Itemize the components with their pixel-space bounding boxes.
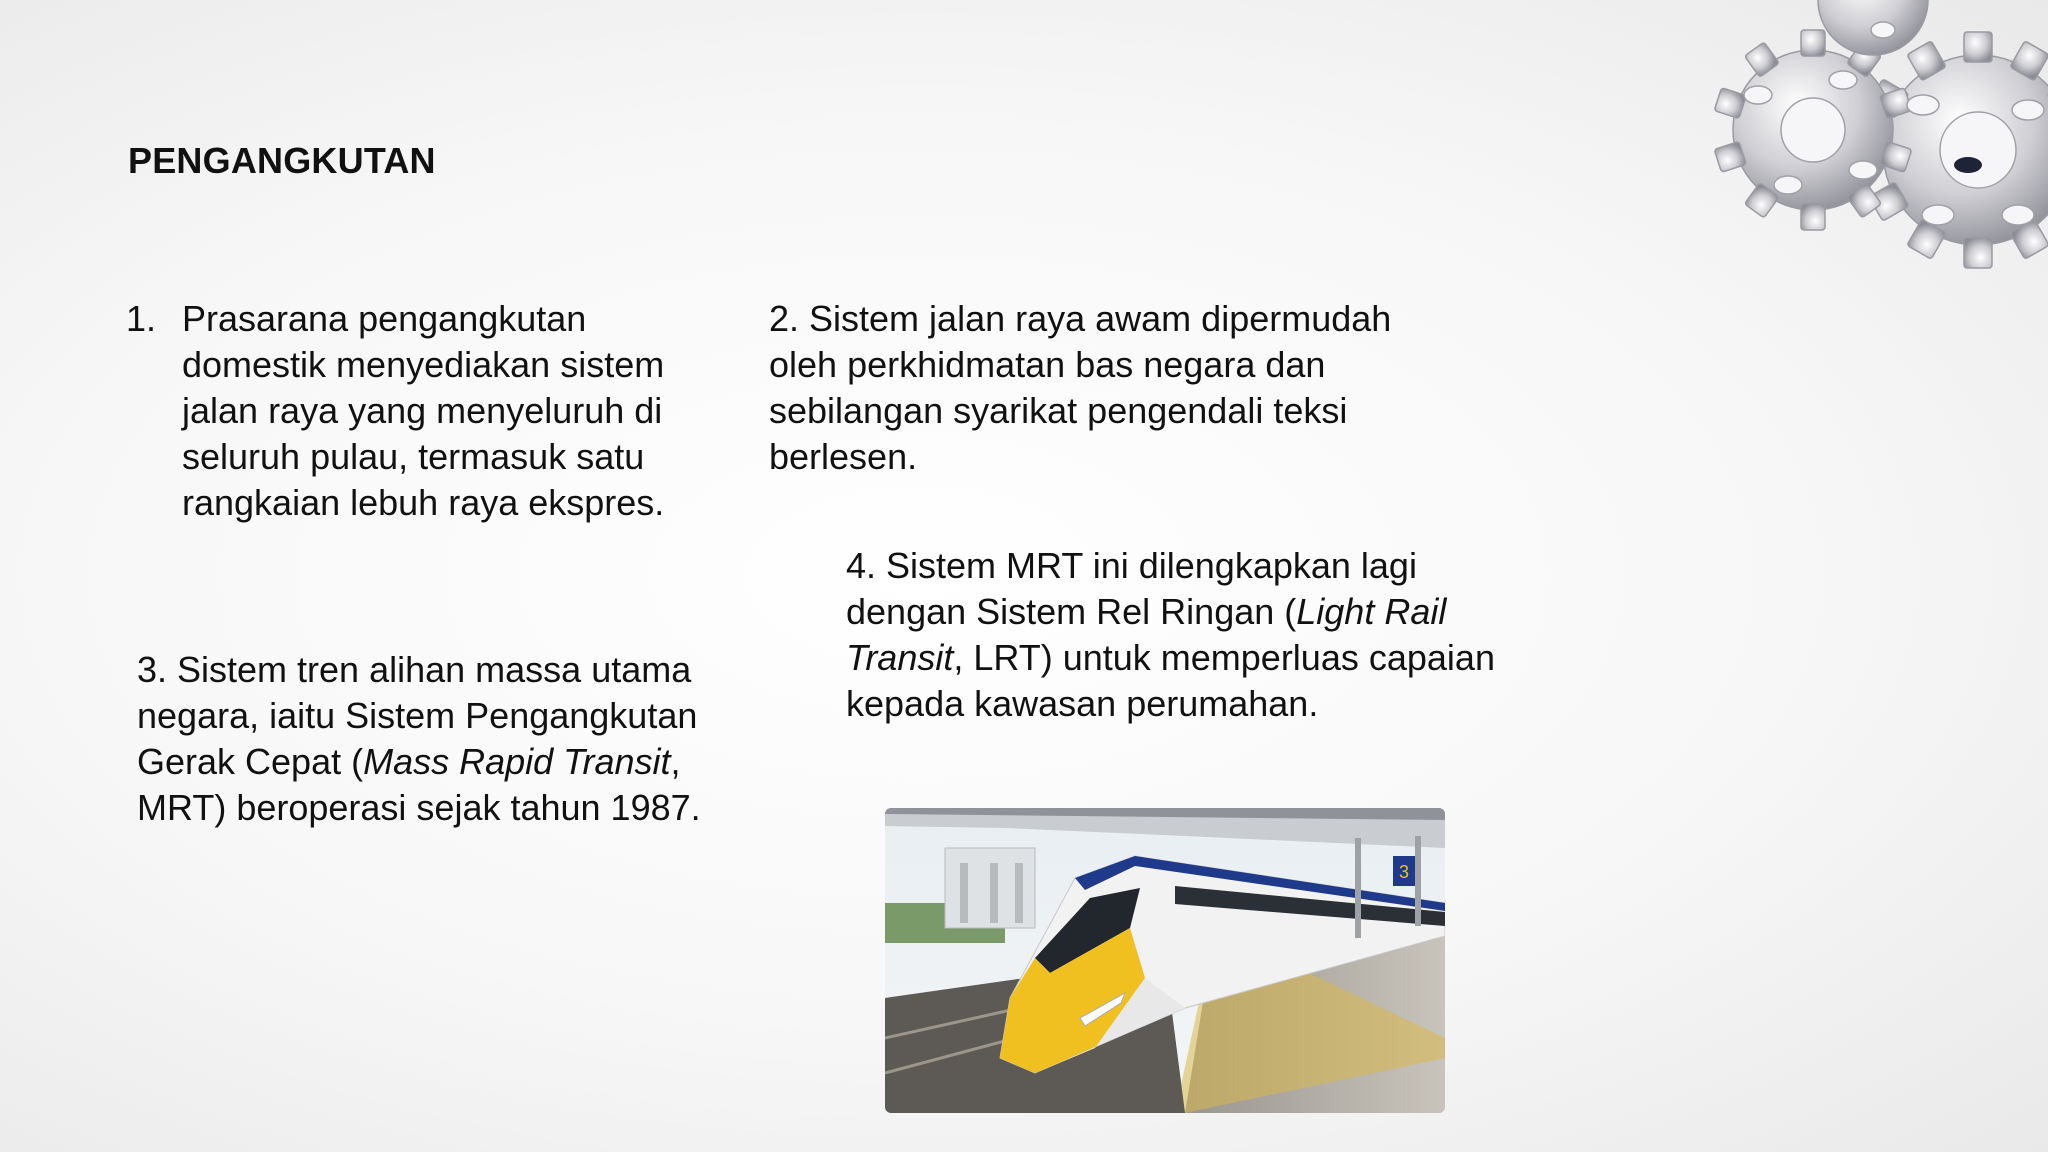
point-3-text-after: , MRT) beroperasi sejak tahun 1987. [137,741,701,828]
point-1 [126,296,686,526]
train-illustration [885,808,1445,1113]
point-4-text-before: 4. Sistem MRT ini dilengkapkan lagi dengan Sistem Rel Ringan ( [846,545,1417,632]
point-4 [846,543,1506,727]
point-3-text-before: 3. Sistem tren alihan massa utama negara, iaitu Sistem Pengangkutan Gerak Cepat ( [137,649,698,782]
point-3 [137,647,757,831]
train-photo [885,808,1445,1113]
gears-icon [1668,0,2048,300]
point-4-text-after: , LRT) untuk memperluas capaian kepada kawasan perumahan. [846,637,1495,724]
platform-sign-number: 3 [1398,862,1410,882]
point-4-italic: Light Rail Transit [846,591,1447,678]
point-1-number: 1. [126,298,157,339]
point-1-text: Prasarana pengangkutan domestik menyediakan sistem jalan raya yang menyeluruh di seluruh pulau, termasuk satu rangkaian lebuh raya ekspres. [182,298,665,523]
point-3-italic: Mass Rapid Transit [363,741,671,782]
slide-title: PENGANGKUTAN [128,140,436,181]
point-2: 2. Sistem jalan raya awam dipermudah oleh perkhidmatan bas negara dan sebilangan syarikat pengendali teksi berlesen. [769,298,1392,477]
